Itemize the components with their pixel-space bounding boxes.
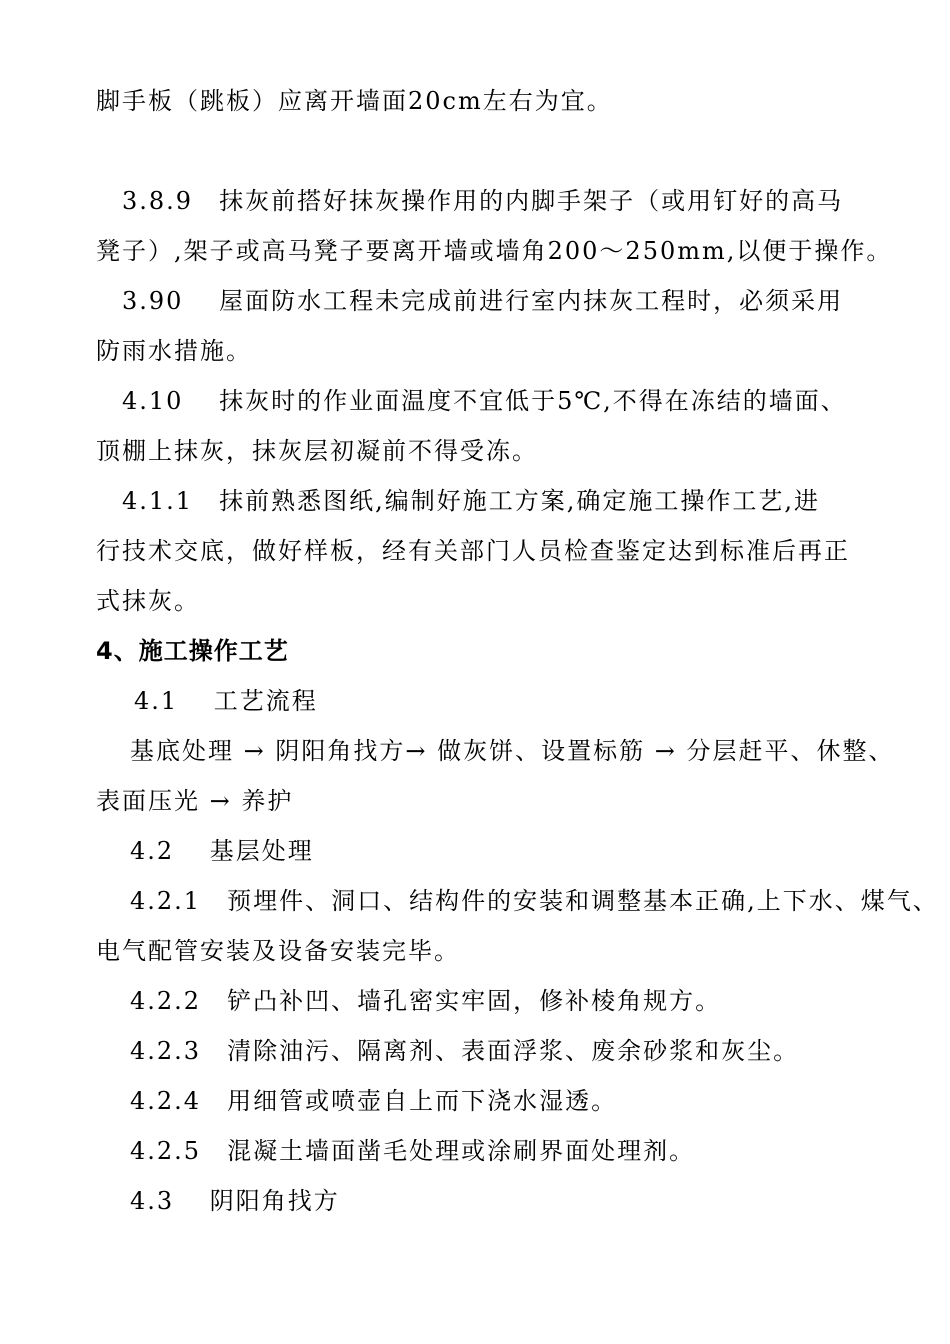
clause-4-1-1-line-1: 4.1.1 抹前熟悉图纸,编制好施工方案,确定施工操作工艺,进 [122,487,820,515]
clause-4-2-3: 4.2.3 清除油污、隔离剂、表面浮浆、废余砂浆和灰尘。 [130,1037,800,1065]
clause-3-90-line-2: 防雨水措施。 [96,337,252,365]
clause-4-10-line-2: 顶棚上抹灰，抹灰层初凝前不得受冻。 [96,437,538,465]
clause-3-8-9-line-2: 凳子）,架子或高马凳子要离开墙或墙角200～250mm,以便于操作。 [96,237,893,265]
section-heading-construction-process: 4、施工操作工艺 [96,637,289,665]
process-flow-line-1: 基底处理 → 阴阳角找方→ 做灰饼、设置标筋 → 分层赶平、休整、 [130,737,895,765]
clause-4-3-title: 4.3 阴阳角找方 [130,1187,340,1215]
clause-4-1-1-line-2: 行技术交底，做好样板，经有关部门人员检查鉴定达到标准后再正 [96,537,850,565]
clause-4-1-title: 4.1 工艺流程 [134,687,318,715]
clause-4-2-title: 4.2 基层处理 [130,837,314,865]
clause-4-2-1-line-1: 4.2.1 预埋件、洞口、结构件的安装和调整基本正确,上下水、煤气、 [130,887,939,915]
clause-4-2-2: 4.2.2 铲凸补凹、墙孔密实牢固，修补棱角规方。 [130,987,722,1015]
process-flow-line-2: 表面压光 → 养护 [96,787,294,815]
clause-4-2-5: 4.2.5 混凝土墙面凿毛处理或涂刷界面处理剂。 [130,1137,696,1165]
clause-4-1-1-line-3: 式抹灰。 [96,587,200,615]
clause-4-2-1-line-2: 电气配管安装及设备安装完毕。 [96,937,460,965]
clause-3-8-9-line-1: 3.8.9 抹灰前搭好抹灰操作用的内脚手架子（或用钉好的高马 [122,187,844,215]
paragraph-line-scaffold-board: 脚手板（跳板）应离开墙面20cm左右为宜。 [96,87,613,115]
clause-4-10-line-1: 4.10 抹灰时的作业面温度不宜低于5℃,不得在冻结的墙面、 [122,387,847,415]
clause-3-90-line-1: 3.90 屋面防水工程未完成前进行室内抹灰工程时，必须采用 [122,287,844,315]
clause-4-2-4: 4.2.4 用细管或喷壶自上而下浇水湿透。 [130,1087,618,1115]
